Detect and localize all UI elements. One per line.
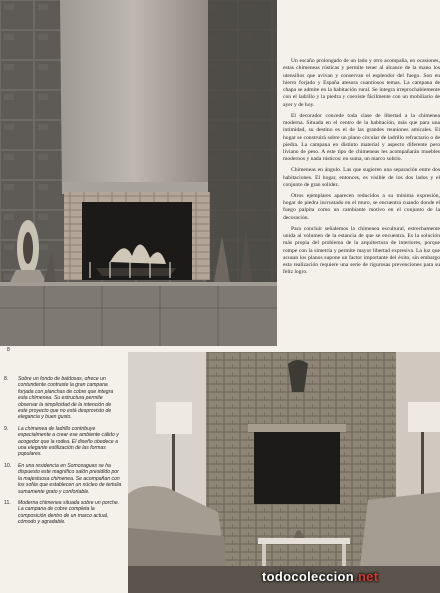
caption-text: Moderna chimenea situada sobre un porche. La campana de cobre completa la composición dentro de un marco actual, cómodo y agradable.	[18, 499, 120, 526]
caption-text: Sobre un fondo de baldosas, ofrece un contundente contraste la gran campana forjada con planchas de cobre que integra esta chimenea. Su estructura permite observar la simplicidad de la intención de este proyecto que no está desprovisto de elegancia y buen gusto.	[18, 376, 114, 421]
body-paragraph: Para concluir señalemos la chimenea escultural, estrechamente unida al volumen de la estancia de que se encuentra. Es la solución más propia del problema de la arquitectura de interiores, porque rompe con la simetría y permite mayor libertad expresiva. La luz que acusan los planos supone un factor importante del éxito, sin embargo esta realización requiere una serie de rigurosas prevenciones para su feliz logro.	[283, 225, 440, 276]
caption-11	[4, 500, 122, 526]
watermark-brand: todocoleccion	[262, 569, 355, 584]
caption-number: 9.	[4, 425, 9, 432]
caption-8	[4, 376, 122, 421]
fireplace-photo-top	[0, 0, 277, 346]
article-body	[283, 58, 440, 280]
page-number-left: 8	[7, 347, 10, 353]
watermark-suffix: .net	[354, 569, 379, 584]
caption-text: La chimenea de ladrillo contribuye especialmente a crear ese ambiente cálido y acogedor que la rodea. El diseño obedece a una elegante estilización de las formas populares.	[18, 425, 119, 458]
caption-text: En una residencia en Somosaguas se ha dispuesto este magnífico salón presidido por la majestuosa chimenea. Se acompañan con los sofás que establecen un núcleo de tertulia sumamente grato y confortable.	[18, 462, 122, 495]
body-paragraph: Chimeneas en ángulo. Las que sugieren una separación entre dos habitaciones. El hogar, entonces, es visible de los dos lados y el conjunto de gran solidez.	[283, 167, 440, 188]
caption-9	[4, 426, 122, 458]
body-paragraph: El decorador concede toda clase de libertad a la chimenea moderna. Situada en el centro de la habitación, más que para una intimidad, su destino es el de las grandes reuniones amicales. El hogar se construirá sobre un plano circular de ladrillo refractario o de piedra. La campana en distinto material y aspecto diferente pero liviano de peso. A este tipo de chimeneas les acompañarán muebles modernos y nada rústicos: en suma, un marco sobrio.	[283, 112, 440, 163]
body-paragraph: Otros ejemplares aparecen reducidos a su mínima expresión, hogar de piedra incrustado en el muro, se encuentra cuando donde el fuego palpita como un cambiante motivo en el conjunto de la decoración.	[283, 192, 440, 221]
caption-number: 8.	[4, 376, 9, 382]
caption-number: 10.	[4, 462, 12, 469]
fireplace-photo-bottom	[128, 352, 440, 593]
body-paragraph: Un escaño prolongado de un lado y otro acompaña, en ocasiones, estas chimeneas rústicas y permite tener al alcance de la mano los utensilios que avivan y conservan el esplendor del fuego. Son en hierro forjado y España atesora cuantiosos temas. La campana de chapa se admite en la habitación rural. Se integra irreprochablemente con el ladrillo y la piedra y coexiste fácilmente con un mobiliario de ayer y de hoy.	[283, 58, 440, 108]
site-watermark	[262, 569, 378, 584]
caption-number: 11.	[4, 499, 11, 506]
photo-captions	[4, 376, 122, 531]
caption-10	[4, 463, 122, 495]
